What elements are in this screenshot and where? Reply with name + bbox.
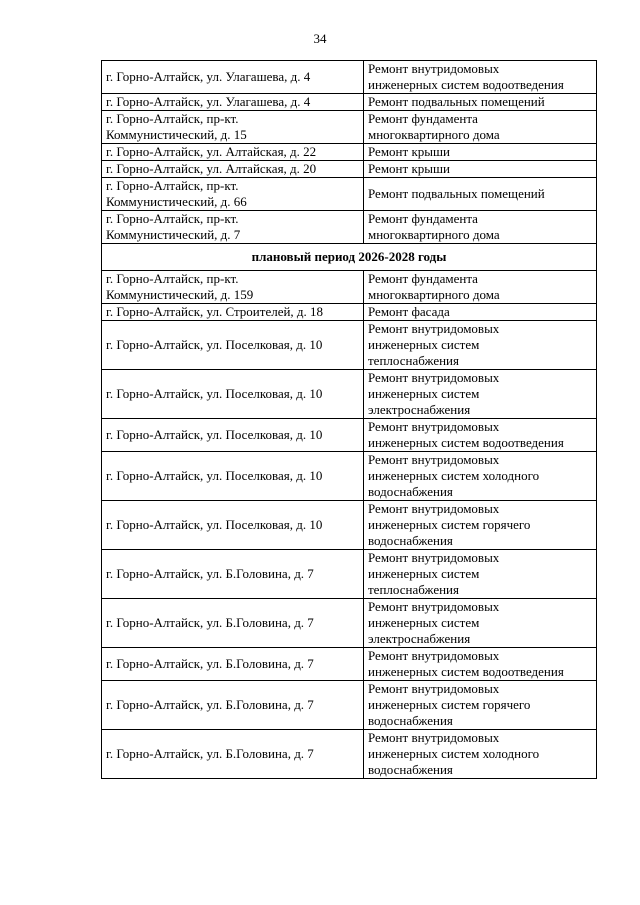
table-row — [102, 94, 597, 111]
address-cell: г. Горно-Алтайск, пр-кт. Коммунистический, д. 66 — [102, 178, 364, 211]
address-cell: г. Горно-Алтайск, ул. Б.Головина, д. 7 — [102, 681, 364, 730]
address-cell: г. Горно-Алтайск, пр-кт. Коммунистический, д. 15 — [102, 111, 364, 144]
address-cell: г. Горно-Алтайск, ул. Б.Головина, д. 7 — [102, 648, 364, 681]
address-cell: г. Горно-Алтайск, пр-кт. Коммунистический, д. 7 — [102, 211, 364, 244]
work-cell: Ремонт подвальных помещений — [364, 178, 597, 211]
page-number: 34 — [313, 31, 327, 46]
work-cell: Ремонт внутридомовых инженерных систем электроснабжения — [364, 599, 597, 648]
work-cell: Ремонт фундамента многоквартирного дома — [364, 211, 597, 244]
address-cell: г. Горно-Алтайск, ул. Улагашева, д. 4 — [102, 61, 364, 94]
work-cell: Ремонт внутридомовых инженерных систем горячего водоснабжения — [364, 681, 597, 730]
address-cell: г. Горно-Алтайск, ул. Алтайская, д. 20 — [102, 161, 364, 178]
address-cell: г. Горно-Алтайск, ул. Поселковая, д. 10 — [102, 501, 364, 550]
table-row — [102, 599, 597, 648]
section-row — [102, 244, 597, 271]
section-title: плановый период 2026-2028 годы — [102, 244, 597, 271]
work-cell: Ремонт фундамента многоквартирного дома — [364, 271, 597, 304]
table-body — [102, 61, 597, 779]
address-cell: г. Горно-Алтайск, ул. Поселковая, д. 10 — [102, 419, 364, 452]
table-row — [102, 144, 597, 161]
work-cell: Ремонт внутридомовых инженерных систем холодного водоснабжения — [364, 730, 597, 779]
work-cell: Ремонт внутридомовых инженерных систем горячего водоснабжения — [364, 501, 597, 550]
work-cell: Ремонт внутридомовых инженерных систем теплоснабжения — [364, 321, 597, 370]
address-cell: г. Горно-Алтайск, ул. Б.Головина, д. 7 — [102, 730, 364, 779]
address-cell: г. Горно-Алтайск, ул. Поселковая, д. 10 — [102, 370, 364, 419]
table-row — [102, 681, 597, 730]
address-cell: г. Горно-Алтайск, ул. Улагашева, д. 4 — [102, 94, 364, 111]
table-row — [102, 321, 597, 370]
table-row — [102, 178, 597, 211]
address-cell: г. Горно-Алтайск, пр-кт. Коммунистический, д. 159 — [102, 271, 364, 304]
table-row — [102, 271, 597, 304]
work-cell: Ремонт внутридомовых инженерных систем водоотведения — [364, 419, 597, 452]
address-cell: г. Горно-Алтайск, ул. Б.Головина, д. 7 — [102, 599, 364, 648]
address-cell: г. Горно-Алтайск, ул. Б.Головина, д. 7 — [102, 550, 364, 599]
table-row — [102, 211, 597, 244]
table-row — [102, 370, 597, 419]
work-cell: Ремонт внутридомовых инженерных систем теплоснабжения — [364, 550, 597, 599]
work-cell: Ремонт крыши — [364, 161, 597, 178]
work-cell: Ремонт внутридомовых инженерных систем электроснабжения — [364, 370, 597, 419]
work-cell: Ремонт подвальных помещений — [364, 94, 597, 111]
repair-works-table — [101, 60, 597, 779]
work-cell: Ремонт внутридомовых инженерных систем холодного водоснабжения — [364, 452, 597, 501]
address-cell: г. Горно-Алтайск, ул. Поселковая, д. 10 — [102, 452, 364, 501]
table-row — [102, 648, 597, 681]
work-cell: Ремонт крыши — [364, 144, 597, 161]
work-cell: Ремонт внутридомовых инженерных систем водоотведения — [364, 61, 597, 94]
work-cell: Ремонт фасада — [364, 304, 597, 321]
table-row — [102, 111, 597, 144]
work-cell: Ремонт фундамента многоквартирного дома — [364, 111, 597, 144]
address-cell: г. Горно-Алтайск, ул. Алтайская, д. 22 — [102, 144, 364, 161]
table-row — [102, 550, 597, 599]
work-cell: Ремонт внутридомовых инженерных систем водоотведения — [364, 648, 597, 681]
table-row — [102, 730, 597, 779]
table-row — [102, 304, 597, 321]
table-row — [102, 419, 597, 452]
table-row — [102, 501, 597, 550]
table-row — [102, 61, 597, 94]
table-row — [102, 161, 597, 178]
address-cell: г. Горно-Алтайск, ул. Строителей, д. 18 — [102, 304, 364, 321]
address-cell: г. Горно-Алтайск, ул. Поселковая, д. 10 — [102, 321, 364, 370]
table-row — [102, 452, 597, 501]
